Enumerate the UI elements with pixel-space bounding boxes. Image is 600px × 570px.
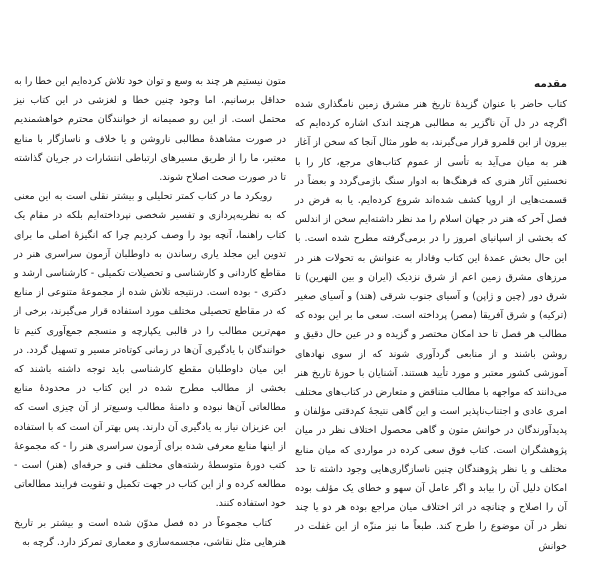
paragraph: کتاب حاضر با عنوان گزیدهٔ تاریخ هنر مشرق زمین نامگذاری شده اگرچه در دل آن ناگزیر به مطالبی هرچند اندک اشاره کرده‌ایم که بیرون از این قلمرو قرار می‌گیرند، به طور مثال آنجا که سخن از آغاز هنر به میان می‌آید به تأسی از عموم کتاب‌های مرجع، کار را با نخستین آثار هنری که فرهنگ‌ها به ادوار سنگ باژمی‌گردد و بعضاً در قسمت‌هایی از اروپا کشف شده‌اند شروع کرده‌ایم. یا به فرض در فصل آخر که هنر در جهان اسلام را مد نظر داشته‌ایم سخن از اندلس که بخشی از اسپانیای امروز را در برمی‌گرفته مطرح شده است. با این حال بخش عمدهٔ این کتاب وفادار به عنوانش به تحولات هنر در مرزهای مشرق زمین اعم از شرق نزدیک (ایران و بین النهرین) تا شرق دور (چین و ژاپن) و آسیای جنوب شرقی (هند) و آسیای صغیر (ترکیه) و شرق آفریقا (مصر) پرداخته است. سعی ما بر این بوده که مطالب هر فصل تا حد امکان مختصر و گزیده و در عین حال دقیق و روشن باشند و از منابعی گردآوری شوند که از سوی نهادهای آموزشی کشور معتبر و مورد تأیید هستند. آشنایان با حوزهٔ تاریخ هنر می‌دانند که مواجهه با مطالب متناقض و متعارض در کتاب‌های مختلف امری عادی و اجتناب‌ناپذیر است و این گاهی نتیجهٔ کم‌دقتی مؤلفان و پدیدآورندگان در خوانش متون و گاهی محصول اختلاف نظر در میان پژوهشگران است. کتاب فوق سعی کرده در مواردی که میان منابع مختلف و یا نظر پژوهندگان چنین ناسازگاری‌هایی وجود داشته تا حد امکان دلیل آن را بیابد و اگر عامل آن سهو و خطای یک مؤلف بوده آن را اصلاح و چنانچه در اثر اختلاف میان مراجع بوده هر دو یا چند نظر در آن موضوع را طرح کند. طبعاً ما نیز منزّه از این غفلت در خوانش [295, 99, 567, 552]
paragraph: رویکرد ما در کتاب کمتر تحلیلی و بیشتر نقلی است به این معنی که به نظریه‌پردازی و تفسیر شخصی نپرداخته‌ایم بلکه در مقام یک کتاب راهنما، آنچه بود را وصف کردیم چرا که انگیزهٔ اصلی ما برای تدوین این مجلد یاری رساندن به داوطلبان آزمون سراسری هنر در مقاطع کاردانی و کارشناسی و تحصیلات تکمیلی - کارشناسی ارشد و دکتری - بوده است. درنتیجه تلاش شده از مجموعهٔ متنوعی از منابع که در مقاطع تحصیلی مختلف مورد استفاده قرار می‌گیرند، برخی از مهم‌ترین مطالب را در قالبی یکپارچه و منسجم جمع‌آوری کنیم تا خوانندگان با یادگیری آن‌ها در زمانی کوتاه‌تر مسیر و تسهیل گردد. در این میان داوطلبان مقطع کارشناسی باید توجه داشته باشند که بخشی از مطالب مطرح شده در این کتاب در محدودهٔ منابع مطالعاتی آن‌ها نبوده و دامنهٔ مطالب وسیع‌تر از آن چیزی است که این عزیزان نیاز به یادگیری آن دارند. پس بهتر آن است که با استفاده از اینها منابع معرفی شده برای آزمون سراسری هنر را - که مجموعهٔ کتب دورهٔ متوسطهٔ رشته‌های مختلف فنی و حرفه‌ای (هنر) است - مطالعه کرده و از این کتاب در جهت تکمیل و تقویت فرایند مطالعاتی خود استفاده کنند. [14, 191, 286, 510]
section-heading: مقدمه [534, 78, 567, 90]
paragraph: متون نیستیم هر چند به وسع و توان خود تلاش کرده‌ایم این خطا را به حداقل برسانیم. اما وجود چنین خطا و لغزشی در این کتاب نیز محتمل است. از این رو صمیمانه از خوانندگان محترم خواهشمندیم در صورت مشاهدهٔ مطالبی ناروشن و یا خلاف و ناسازگار با منابع معتبر، ما را از طریق مسیرهای ارتباطی انتشارات در جریان گذاشته تا در صورت صحت اصلاح شوند. [14, 76, 286, 184]
left-text-column [14, 72, 286, 552]
right-text-column [295, 76, 567, 556]
paragraph: کتاب مجموعاً در ده فصل مدوّن شده است و بیشتر بر تاریخ هنرهایی مثل نقاشی، مجسمه‌سازی و معماری تمرکز دارد. گرچه به [14, 517, 286, 548]
